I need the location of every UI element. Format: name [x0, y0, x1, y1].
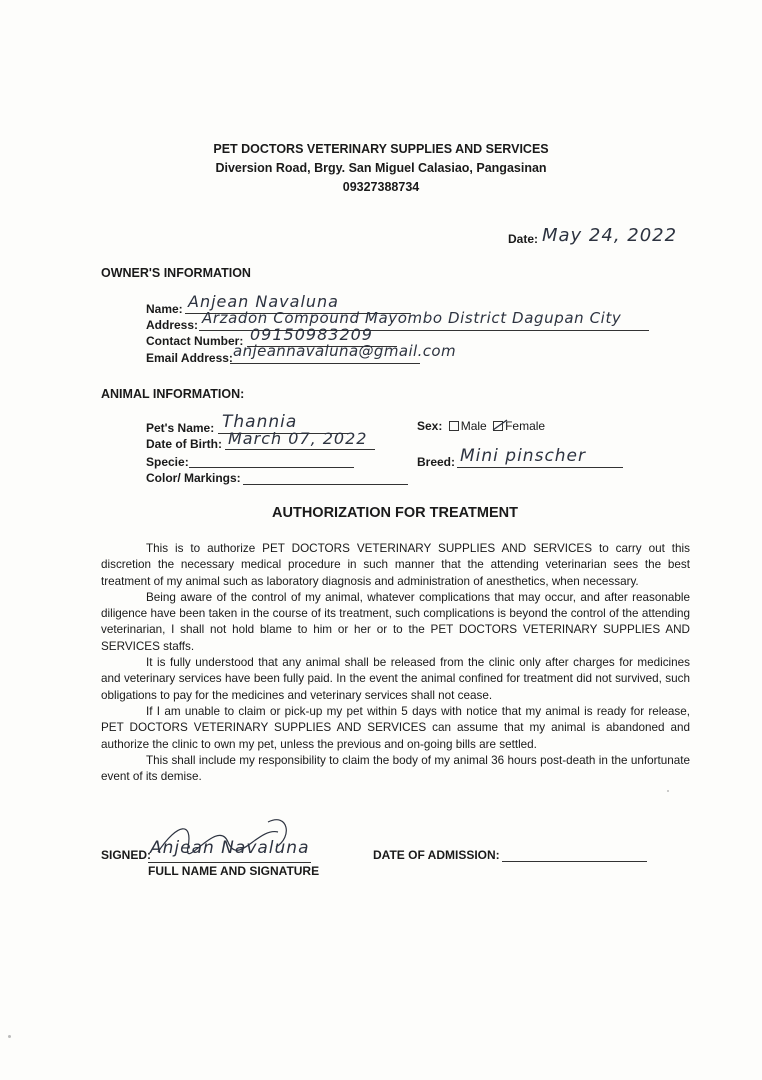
- signature-caption: FULL NAME AND SIGNATURE: [148, 864, 320, 878]
- dob-label: Date of Birth:: [146, 437, 222, 451]
- authorization-body: [101, 541, 690, 785]
- business-address: Diversion Road, Brgy. San Miguel Calasiao, Pangasinan: [215, 161, 547, 175]
- authorization-paragraph: This is to authorize PET DOCTORS VETERINARY SUPPLIES AND SERVICES to carry out this discretion the necessary medical procedure in such manner that the attending veterinarian sees the best treatment of my animal such as laboratory diagnosis and administration of anesthetics, when necessary.: [101, 542, 690, 588]
- admission-line: [502, 861, 647, 862]
- authorization-paragraph: This shall include my responsibility to claim the body of my animal 36 hours post-death in the unfortunate event of its demise.: [101, 753, 690, 784]
- admission-label: DATE OF ADMISSION:: [373, 848, 500, 862]
- color-label: Color/ Markings:: [146, 471, 241, 485]
- business-name: PET DOCTORS VETERINARY SUPPLIES AND SERVICES: [213, 142, 549, 156]
- check-mark-icon: [492, 419, 508, 431]
- owner-address-label: Address:: [146, 318, 199, 332]
- owner-contact-value: 09150983209: [250, 325, 373, 344]
- owner-email-label: Email Address:: [146, 351, 233, 365]
- female-option-label: Female: [505, 419, 546, 433]
- specie-label: Specie:: [146, 455, 189, 469]
- authorization-paragraph: It is fully understood that any animal shall be released from the clinic only after charges for medicines and veterinary services have been fully paid. In the event the animal confined for treatment did not survived, such obligations to pay for the medicines and veterinary services shall not cease.: [101, 656, 690, 702]
- owner-address-value: Arzadon Compound Mayombo District Dagupan City: [202, 309, 622, 327]
- owner-name-value: Anjean Navaluna: [188, 292, 339, 311]
- breed-label: Breed:: [417, 455, 456, 469]
- pet-name-label: Pet's Name:: [146, 421, 215, 435]
- female-checkbox[interactable]: [493, 421, 503, 431]
- breed-value: Mini pinscher: [460, 446, 587, 466]
- owner-name-label: Name:: [146, 302, 183, 316]
- signature-value: Anjean Navaluna: [150, 838, 310, 858]
- owner-section-title: OWNER'S INFORMATION: [101, 266, 251, 280]
- authorization-title: AUTHORIZATION FOR TREATMENT: [272, 505, 518, 521]
- specie-line: [189, 467, 354, 468]
- animal-section-title: ANIMAL INFORMATION:: [101, 387, 245, 401]
- signature-line: [148, 862, 311, 863]
- business-phone: 09327388734: [342, 180, 420, 194]
- signature-scribble: [148, 812, 298, 862]
- male-option-label: Male: [460, 419, 487, 433]
- scan-speck: [8, 1035, 11, 1038]
- sex-label: Sex:: [417, 419, 443, 433]
- dob-value: March 07, 2022: [228, 429, 368, 448]
- authorization-paragraph: Being aware of the control of my animal, whatever complications that may occur, and after reasonable diligence have been taken in the course of its treatment, such complications is beyond the control of the attending veterinarian, I shall not hold blame to him or her or to the PET DOCTORS VETERINARY SUPPLIES AND SERVICES staffs.: [101, 590, 690, 653]
- authorization-paragraph: If I am unable to claim or pick-up my pet within 5 days with notice that my animal is ready for release, PET DOCTORS VETERINARY SUPPLIES AND SERVICES can assume that my animal is abandoned and authorize the clinic to own my pet, unless the previous and on-going bills are settled.: [101, 704, 690, 751]
- sex-field: [417, 419, 545, 433]
- color-line: [243, 484, 408, 485]
- male-checkbox[interactable]: [449, 421, 459, 431]
- date-label: Date:: [508, 232, 539, 246]
- owner-contact-label: Contact Number:: [146, 334, 244, 348]
- scan-speck: [667, 790, 669, 792]
- owner-email-line: [230, 363, 420, 364]
- dob-line: [225, 449, 375, 450]
- owner-email-value: anjeannavaluna@gmail.com: [233, 342, 456, 360]
- date-value: May 24, 2022: [542, 225, 678, 246]
- signed-label: SIGNED:: [101, 848, 152, 862]
- breed-line: [457, 467, 623, 468]
- pet-name-value: Thannia: [222, 412, 298, 432]
